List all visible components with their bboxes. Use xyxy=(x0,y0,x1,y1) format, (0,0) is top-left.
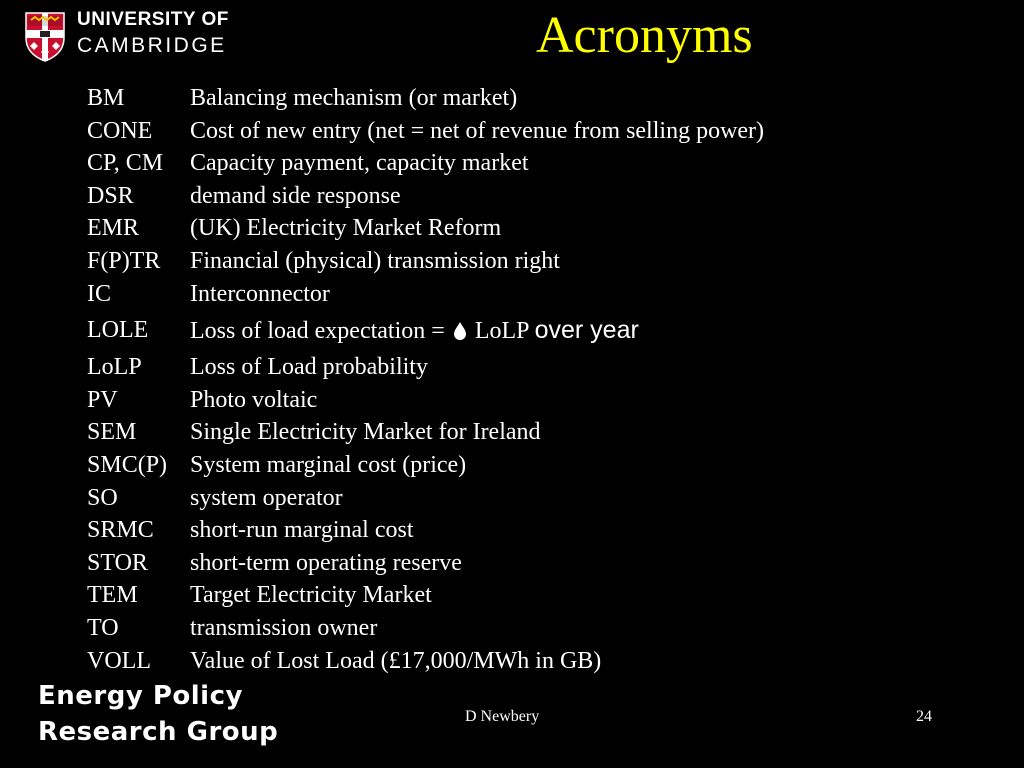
acronym-definition: transmission owner xyxy=(190,614,378,641)
acronym-term: SO xyxy=(87,484,118,511)
acronym-term: IC xyxy=(87,280,111,307)
acronym-term: CONE xyxy=(87,117,153,144)
acronym-term: VOLL xyxy=(87,647,151,674)
acronym-row xyxy=(87,612,764,645)
acronym-row xyxy=(87,245,764,278)
acronym-term: EMR xyxy=(87,215,140,242)
university-line-2: CAMBRIDGE xyxy=(77,34,227,57)
acronym-row xyxy=(87,547,764,580)
acronym-term: TO xyxy=(87,614,119,641)
university-logo xyxy=(25,8,229,64)
acronym-row xyxy=(87,384,764,417)
acronym-definition: short-term operating reserve xyxy=(190,549,462,576)
lole-definition-prefix: Loss of load expectation = xyxy=(190,318,451,345)
acronym-definition: system operator xyxy=(190,484,343,511)
acronym-row xyxy=(87,82,764,115)
acronym-definition: Single Electricity Market for Ireland xyxy=(190,419,541,446)
acronym-definition: short-run marginal cost xyxy=(190,517,414,544)
acronym-term: SRMC xyxy=(87,517,154,544)
acronym-row xyxy=(87,212,764,245)
acronym-term: STOR xyxy=(87,549,148,576)
acronym-term: PV xyxy=(87,386,118,413)
acronym-row xyxy=(87,351,764,384)
acronym-term: SEM xyxy=(87,419,137,446)
lole-definition-mid: LoLP xyxy=(468,318,535,345)
eprg-line-2: Research Group xyxy=(38,717,279,747)
eprg-line-1: Energy Policy xyxy=(38,681,243,711)
acronym-definition: Loss of Load probability xyxy=(190,354,428,381)
slide-title: Acronyms xyxy=(536,7,753,64)
cambridge-shield-icon xyxy=(25,12,65,62)
university-line-1: UNIVERSITY OF xyxy=(77,9,229,30)
footer-author: D Newbery xyxy=(465,708,540,725)
acronym-row xyxy=(87,645,764,678)
acronym-term: CP, CM xyxy=(87,150,164,177)
acronym-row xyxy=(87,579,764,612)
acronym-row xyxy=(87,482,764,515)
acronym-definition: Financial (physical) transmission right xyxy=(190,247,560,274)
sum-icon xyxy=(453,322,467,340)
acronym-definition: demand side response xyxy=(190,182,401,209)
acronym-definition: Balancing mechanism (or market) xyxy=(190,85,518,111)
page-number: 24 xyxy=(916,708,932,725)
acronym-term: F(P)TR xyxy=(87,247,161,274)
acronym-term: SMC(P) xyxy=(87,451,168,478)
acronym-row xyxy=(87,514,764,547)
acronym-definition: System marginal cost (price) xyxy=(190,451,467,478)
acronym-row xyxy=(87,278,764,311)
eprg-logo xyxy=(38,678,278,750)
acronym-definition: Photo voltaic xyxy=(190,386,318,413)
acronym-term: BM xyxy=(87,85,125,111)
acronym-definition: Cost of new entry (net = net of revenue from selling power) xyxy=(190,117,765,144)
acronym-term: LOLE xyxy=(87,317,149,344)
acronym-row xyxy=(87,310,764,351)
acronym-definition xyxy=(190,310,639,351)
acronym-definition: Interconnector xyxy=(190,280,330,307)
acronym-row xyxy=(87,416,764,449)
acronym-row xyxy=(87,147,764,180)
acronym-row xyxy=(87,180,764,213)
university-wordmark xyxy=(77,10,229,56)
acronym-definition: Value of Lost Load (£17,000/MWh in GB) xyxy=(190,647,602,674)
acronym-row xyxy=(87,449,764,482)
acronym-definition: Target Electricity Market xyxy=(190,582,432,609)
lole-definition-suffix: over year xyxy=(534,316,639,345)
acronym-definition: Capacity payment, capacity market xyxy=(190,150,529,177)
acronym-term: LoLP xyxy=(87,354,142,381)
acronym-list xyxy=(87,82,764,677)
acronym-row xyxy=(87,115,764,148)
acronym-term: TEM xyxy=(87,582,138,609)
acronym-term: DSR xyxy=(87,182,134,209)
acronym-definition: (UK) Electricity Market Reform xyxy=(190,215,502,242)
